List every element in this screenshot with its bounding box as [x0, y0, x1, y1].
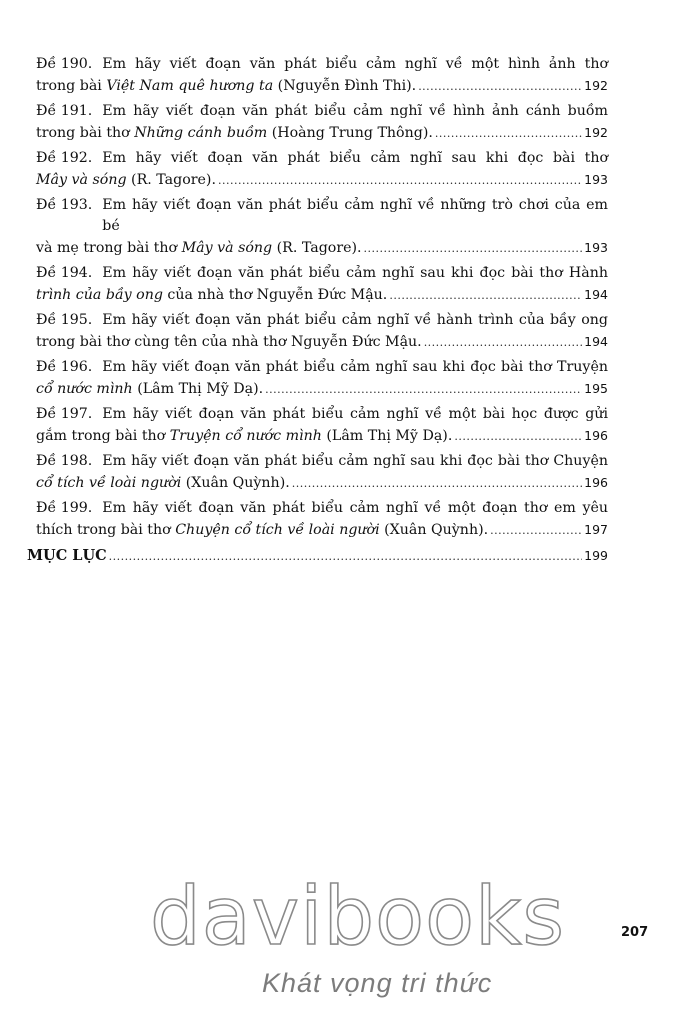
toc-entry-line1: Em hãy viết đoạn văn phát biểu cảm nghĩ về những trò chơi của em bé	[102, 197, 608, 234]
toc-entry-page: 194	[584, 287, 608, 302]
page-number: 207	[621, 925, 649, 940]
toc-entry-number: Đề 195.	[36, 312, 93, 328]
toc-entry-page: 192	[584, 125, 608, 140]
toc-entry-line1: Em hãy viết đoạn văn phát biểu cảm nghĩ về hành trình của bầy ong	[102, 312, 608, 328]
toc-entry-line1: Em hãy viết đoạn văn phát biểu cảm nghĩ sau khi đọc bài thơ	[102, 150, 608, 166]
toc-leader-dots	[109, 546, 582, 567]
toc-entry-line1: Em hãy viết đoạn văn phát biểu cảm nghĩ sau khi đọc bài thơ Truyện	[102, 359, 608, 375]
toc-entry-page: 197	[584, 522, 608, 537]
muc-luc-title: MỤC LỤC	[27, 547, 107, 564]
toc-entry-page: 192	[584, 78, 608, 93]
toc-entry-line2: cổ nước mình (Lâm Thị Mỹ Dạ).	[36, 381, 264, 397]
toc-entry	[36, 101, 608, 144]
toc-entry-number: Đề 196.	[36, 359, 93, 375]
toc-entry-number: Đề 194.	[36, 265, 93, 281]
toc-entry-line1: Em hãy viết đoạn văn phát biểu cảm nghĩ về một hình ảnh thơ	[102, 56, 608, 72]
toc-entry	[36, 404, 608, 447]
watermark-tagline: Khát vọng tri thức	[262, 968, 493, 998]
toc-leader-dots	[418, 76, 582, 97]
toc-entry	[36, 263, 608, 306]
toc-entry	[36, 54, 608, 97]
toc-entry-page: 193	[584, 240, 608, 255]
toc-leader-dots	[292, 473, 582, 494]
toc-leader-dots	[218, 170, 582, 191]
table-of-contents	[27, 54, 608, 567]
toc-entry-line2: Mây và sóng (R. Tagore).	[36, 172, 216, 188]
toc-entry-page: 195	[584, 381, 608, 396]
toc-entry	[36, 195, 608, 259]
toc-entry-line2: trong bài Việt Nam quê hương ta (Nguyễn Đình Thi).	[36, 78, 417, 94]
toc-entry-line1: Em hãy viết đoạn văn phát biểu cảm nghĩ về hình ảnh cánh buồm	[102, 103, 608, 119]
toc-entry-line2: và mẹ trong bài thơ Mây và sóng (R. Tagore).	[36, 240, 362, 256]
toc-entry-line2: trong bài thơ cùng tên của nhà thơ Nguyễn Đức Mậu.	[36, 334, 422, 350]
toc-entry-line2: gắm trong bài thơ Truyện cổ nước mình (Lâm Thị Mỹ Dạ).	[36, 428, 453, 444]
toc-entry-line1: Em hãy viết đoạn văn phát biểu cảm nghĩ sau khi đọc bài thơ Chuyện	[102, 453, 608, 469]
toc-leader-dots	[454, 426, 582, 447]
muc-luc-page: 199	[584, 548, 608, 563]
toc-entry-number: Đề 198.	[36, 453, 93, 469]
toc-entry	[36, 310, 608, 353]
toc-entry-page: 194	[584, 334, 608, 349]
toc-entry-page: 196	[584, 428, 608, 443]
toc-entry-line2: thích trong bài thơ Chuyện cổ tích về loài người (Xuân Quỳnh).	[36, 522, 489, 538]
toc-leader-dots	[389, 285, 582, 306]
toc-entry	[36, 148, 608, 191]
toc-entry-number: Đề 199.	[36, 500, 93, 516]
toc-entry-number: Đề 190.	[36, 56, 93, 72]
toc-entry-page: 196	[584, 475, 608, 490]
toc-entry	[36, 498, 608, 541]
toc-leader-dots	[490, 520, 582, 541]
toc-leader-dots	[265, 379, 582, 400]
toc-entry-number: Đề 193.	[36, 197, 93, 213]
toc-entry-line2: trong bài thơ Những cánh buồm (Hoàng Trung Thông).	[36, 125, 433, 141]
toc-entry-number: Đề 197.	[36, 406, 93, 422]
toc-entry-number: Đề 192.	[36, 150, 93, 166]
toc-leader-dots	[364, 238, 583, 259]
toc-entry	[36, 451, 608, 494]
toc-entry-line2: trình của bầy ong của nhà thơ Nguyễn Đức Mậu.	[36, 287, 388, 303]
toc-entry	[36, 357, 608, 400]
toc-entry-line1: Em hãy viết đoạn văn phát biểu cảm nghĩ sau khi đọc bài thơ Hành	[102, 265, 608, 281]
toc-entry-line1: Em hãy viết đoạn văn phát biểu cảm nghĩ về một đoạn thơ em yêu	[102, 500, 608, 516]
toc-leader-dots	[435, 123, 582, 144]
toc-entry-page: 193	[584, 172, 608, 187]
toc-leader-dots	[424, 332, 582, 353]
toc-entry-line2: cổ tích về loài người (Xuân Quỳnh).	[36, 475, 290, 491]
watermark-brand: davibooks	[150, 870, 566, 963]
toc-entry-number: Đề 191.	[36, 103, 93, 119]
toc-entry-line1: Em hãy viết đoạn văn phát biểu cảm nghĩ về một bài học được gửi	[102, 406, 608, 422]
toc-muc-luc	[27, 545, 608, 567]
